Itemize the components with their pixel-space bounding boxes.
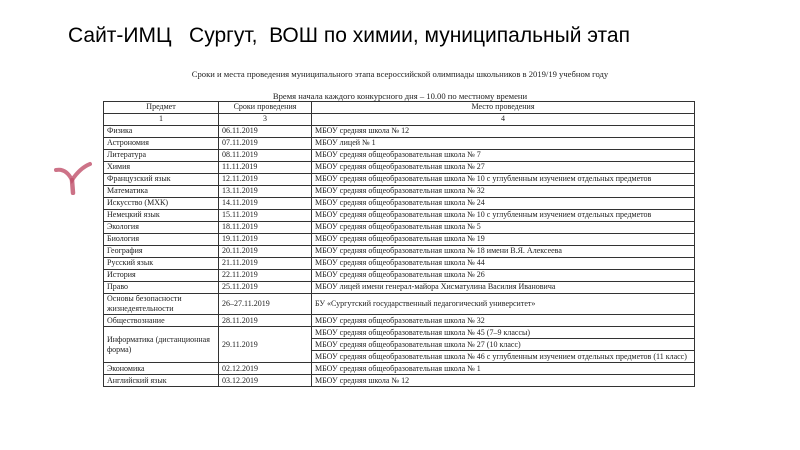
- subject-cell: Экономика: [104, 363, 219, 375]
- place-cell: МБОУ средняя общеобразовательная школа № 32: [312, 315, 695, 327]
- column-number: 3: [219, 114, 312, 126]
- date-cell: 06.11.2019: [219, 126, 312, 138]
- table-row: [104, 315, 695, 327]
- table-row: [104, 282, 695, 294]
- place-cell: БУ «Сургутский государственный педагогический университет»: [312, 294, 695, 315]
- column-number: 4: [312, 114, 695, 126]
- table-row: [104, 294, 695, 315]
- subject-cell: Основы безопасности жизнедеятельности: [104, 294, 219, 315]
- place-cell: МБОУ средняя общеобразовательная школа № 27 (10 класс): [312, 339, 695, 351]
- header-row: [104, 102, 695, 114]
- date-cell: 12.11.2019: [219, 174, 312, 186]
- header-subject: Предмет: [104, 102, 219, 114]
- date-cell: 02.12.2019: [219, 363, 312, 375]
- place-cell: МБОУ средняя общеобразовательная школа № 1: [312, 363, 695, 375]
- date-cell: 11.11.2019: [219, 162, 312, 174]
- subject-cell: Английский язык: [104, 375, 219, 387]
- date-cell: 18.11.2019: [219, 222, 312, 234]
- date-cell: 07.11.2019: [219, 138, 312, 150]
- table-row: [104, 234, 695, 246]
- table-row: [104, 375, 695, 387]
- place-cell: МБОУ средняя общеобразовательная школа № 45 (7–9 классы): [312, 327, 695, 339]
- table-row: [104, 174, 695, 186]
- subject-cell: Немецкий язык: [104, 210, 219, 222]
- table-row: [104, 126, 695, 138]
- date-cell: 29.11.2019: [219, 327, 312, 363]
- subject-cell: Астрономия: [104, 138, 219, 150]
- table-row: [104, 162, 695, 174]
- subject-cell: Русский язык: [104, 258, 219, 270]
- place-cell: МБОУ средняя общеобразовательная школа № 27: [312, 162, 695, 174]
- table-row: [104, 150, 695, 162]
- table-row: [104, 246, 695, 258]
- subject-cell: Искусство (МХК): [104, 198, 219, 210]
- subject-cell: Литература: [104, 150, 219, 162]
- place-cell: МБОУ средняя общеобразовательная школа № 5: [312, 222, 695, 234]
- header-date: Сроки проведения: [219, 102, 312, 114]
- place-cell: МБОУ средняя общеобразовательная школа № 26: [312, 270, 695, 282]
- place-cell: МБОУ средняя общеобразовательная школа № 24: [312, 198, 695, 210]
- column-number-row: [104, 114, 695, 126]
- place-cell: МБОУ средняя общеобразовательная школа № 32: [312, 186, 695, 198]
- subject-cell: Физика: [104, 126, 219, 138]
- schedule-table: [103, 101, 695, 387]
- subject-cell: История: [104, 270, 219, 282]
- table-row: [104, 138, 695, 150]
- header-place: Место проведения: [312, 102, 695, 114]
- date-cell: 22.11.2019: [219, 270, 312, 282]
- table-row: [104, 327, 695, 339]
- subject-cell: Информатика (дистанционная форма): [104, 327, 219, 363]
- table-row: [104, 270, 695, 282]
- place-cell: МБОУ средняя общеобразовательная школа № 18 имени В.Я. Алексеева: [312, 246, 695, 258]
- subject-cell: Обществознание: [104, 315, 219, 327]
- date-cell: 08.11.2019: [219, 150, 312, 162]
- table-row: [104, 363, 695, 375]
- date-cell: 25.11.2019: [219, 282, 312, 294]
- place-cell: МБОУ средняя общеобразовательная школа № 46 с углубленным изучением отдельных предметов (11 класс): [312, 351, 695, 363]
- document-subtitle: Время начала каждого конкурсного дня – 10.00 по местному времени: [272, 91, 528, 101]
- slide-heading: Сайт-ИМЦ Сургут, ВОШ по химии, муниципальный этап: [68, 24, 630, 47]
- subject-cell: Биология: [104, 234, 219, 246]
- date-cell: 14.11.2019: [219, 198, 312, 210]
- subject-cell: Химия: [104, 162, 219, 174]
- subject-cell: Французский язык: [104, 174, 219, 186]
- date-cell: 15.11.2019: [219, 210, 312, 222]
- place-cell: МБОУ средняя школа № 12: [312, 375, 695, 387]
- subject-cell: Математика: [104, 186, 219, 198]
- date-cell: 20.11.2019: [219, 246, 312, 258]
- place-cell: МБОУ лицей имени генерал-майора Хисматулина Василия Ивановича: [312, 282, 695, 294]
- place-cell: МБОУ средняя общеобразовательная школа № 10 с углубленным изучением отдельных предметов: [312, 174, 695, 186]
- date-cell: 28.11.2019: [219, 315, 312, 327]
- document-title: Сроки и места проведения муниципального этапа всероссийской олимпиады школьников в 2019/19 учебном году: [191, 69, 609, 79]
- place-cell: МБОУ средняя общеобразовательная школа № 10 с углубленным изучением отдельных предметов: [312, 210, 695, 222]
- place-cell: МБОУ лицей № 1: [312, 138, 695, 150]
- date-cell: 21.11.2019: [219, 258, 312, 270]
- table-row: [104, 258, 695, 270]
- date-cell: 19.11.2019: [219, 234, 312, 246]
- date-cell: 26–27.11.2019: [219, 294, 312, 315]
- place-cell: МБОУ средняя школа № 12: [312, 126, 695, 138]
- subject-cell: Право: [104, 282, 219, 294]
- table-row: [104, 210, 695, 222]
- logo-icon: [52, 160, 92, 195]
- subject-cell: География: [104, 246, 219, 258]
- place-cell: МБОУ средняя общеобразовательная школа № 19: [312, 234, 695, 246]
- subject-cell: Экология: [104, 222, 219, 234]
- date-cell: 13.11.2019: [219, 186, 312, 198]
- place-cell: МБОУ средняя общеобразовательная школа № 44: [312, 258, 695, 270]
- table-row: [104, 186, 695, 198]
- table-row: [104, 198, 695, 210]
- table-row: [104, 222, 695, 234]
- column-number: 1: [104, 114, 219, 126]
- place-cell: МБОУ средняя общеобразовательная школа № 7: [312, 150, 695, 162]
- date-cell: 03.12.2019: [219, 375, 312, 387]
